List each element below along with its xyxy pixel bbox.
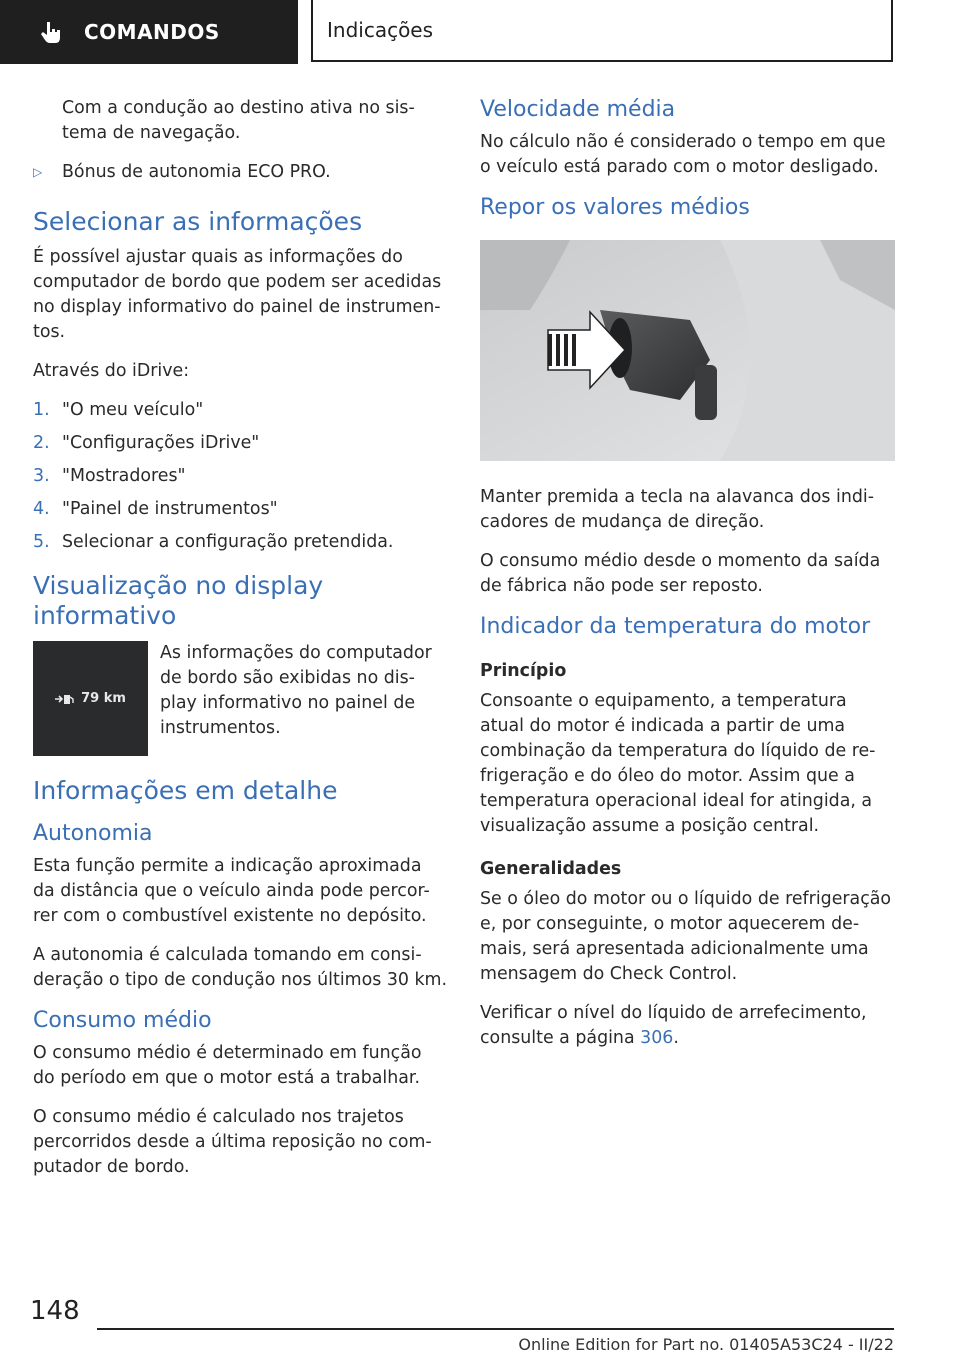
section-tab — [0, 0, 298, 64]
chapter-title: Indicações — [327, 18, 434, 42]
average-speed-text: No cálculo não é considerado o tempo em que o veículo está parado com o motor desligado. — [480, 132, 886, 177]
heading-display: Visualização no display informativo — [33, 571, 324, 630]
step-number: 2. — [33, 433, 50, 453]
select-info-text: É possível ajustar quais as informações do computador de bordo que podem ser acedidas no display informativo do painel de instrumen-tos. — [33, 247, 442, 342]
principle-text: Consoante o equipamento, a temperatura atual do motor é indicada a partir de uma combinação da temperatura do líquido de re-frigeração e do óleo do motor. Assim que a temperatura operacional ideal for atingida, a visualização assume a posição central. — [480, 691, 876, 836]
heading-reset: Repor os valores médios — [480, 195, 750, 220]
reset-text-1: Manter premida a tecla na alavanca dos indi-cadores de mudança de direção. — [480, 487, 874, 532]
range-value: 79 km — [81, 691, 126, 706]
heading-autonomy: Autonomia — [33, 821, 153, 846]
stalk-button-photo — [480, 240, 895, 461]
autonomy-text-2: A autonomia é calculada tomando em consi-deração o tipo de condução nos últimos 30 km. — [33, 945, 448, 990]
section-title: COMANDOS — [84, 20, 220, 44]
step-number: 1. — [33, 400, 50, 420]
edition-text: Online Edition for Part no. 01405A53C24 - II/22 — [518, 1335, 894, 1354]
triangle-bullet-icon: ▷ — [33, 165, 43, 179]
chapter-tab — [311, 0, 893, 62]
list-item — [33, 497, 447, 522]
list-item — [33, 464, 447, 489]
step-text: "O meu veículo" — [62, 400, 204, 420]
general-text-1: Se o óleo do motor ou o líquido de refrigeração e, por conseguinte, o motor aquecerem de-mais, será apresentada adicionalmente uma mensagem do Check Control. — [480, 889, 892, 984]
page-link[interactable]: 306 — [640, 1028, 674, 1048]
bullet-item — [33, 160, 447, 185]
page-number: 148 — [30, 1296, 80, 1326]
display-row — [33, 641, 447, 756]
heading-principle: Princípio — [480, 661, 567, 681]
list-item — [33, 431, 447, 456]
list-item — [33, 398, 447, 423]
step-text: "Painel de instrumentos" — [62, 499, 278, 519]
step-number: 4. — [33, 499, 50, 519]
continued-text: Com a condução ao destino ativa no sis-tema de navegação. — [62, 98, 415, 143]
list-item — [33, 530, 447, 555]
range-display-image — [33, 641, 148, 756]
display-text: As informações do computador de bordo são exibidas no dis-play informativo no painel de instrumentos. — [160, 643, 432, 738]
bullet-text: Bónus de autonomia ECO PRO. — [62, 162, 331, 182]
step-text: "Mostradores" — [62, 466, 186, 486]
consumption-text-1: O consumo médio é determinado em função do período em que o motor está a trabalhar. — [33, 1043, 422, 1088]
left-column — [33, 96, 447, 1194]
hand-touch-icon — [38, 19, 64, 45]
step-text: "Configurações iDrive" — [62, 433, 260, 453]
heading-engine-temp: Indicador da temperatura do motor — [480, 614, 871, 639]
heading-general: Generalidades — [480, 859, 622, 879]
step-number: 3. — [33, 466, 50, 486]
general-text-2 — [480, 1001, 896, 1051]
steps-list — [33, 398, 447, 555]
right-column — [480, 96, 896, 1065]
step-number: 5. — [33, 532, 50, 552]
heading-consumption: Consumo médio — [33, 1008, 212, 1033]
heading-select-info: Selecionar as informações — [33, 207, 363, 236]
heading-average-speed: Velocidade média — [480, 97, 676, 122]
fuel-range-icon — [55, 693, 75, 705]
reset-text-2: O consumo médio desde o momento da saída de fábrica não pode ser reposto. — [480, 551, 881, 596]
consumption-text-2: O consumo médio é calculado nos trajetos percorridos desde a última reposição no com-putador de bordo. — [33, 1107, 432, 1177]
general-text-2-prefix: Verificar o nível do líquido de arrefecimento, consulte a página — [480, 1003, 867, 1048]
autonomy-text-1: Esta função permite a indicação aproximada da distância que o veículo ainda pode percor-rer com o combustível existente no depósito. — [33, 856, 430, 926]
heading-detail: Informações em detalhe — [33, 776, 338, 805]
general-text-2-suffix: . — [673, 1028, 679, 1048]
step-text: Selecionar a configuração pretendida. — [62, 532, 394, 552]
via-idrive-text: Através do iDrive: — [33, 361, 190, 381]
footer-divider — [97, 1328, 894, 1330]
